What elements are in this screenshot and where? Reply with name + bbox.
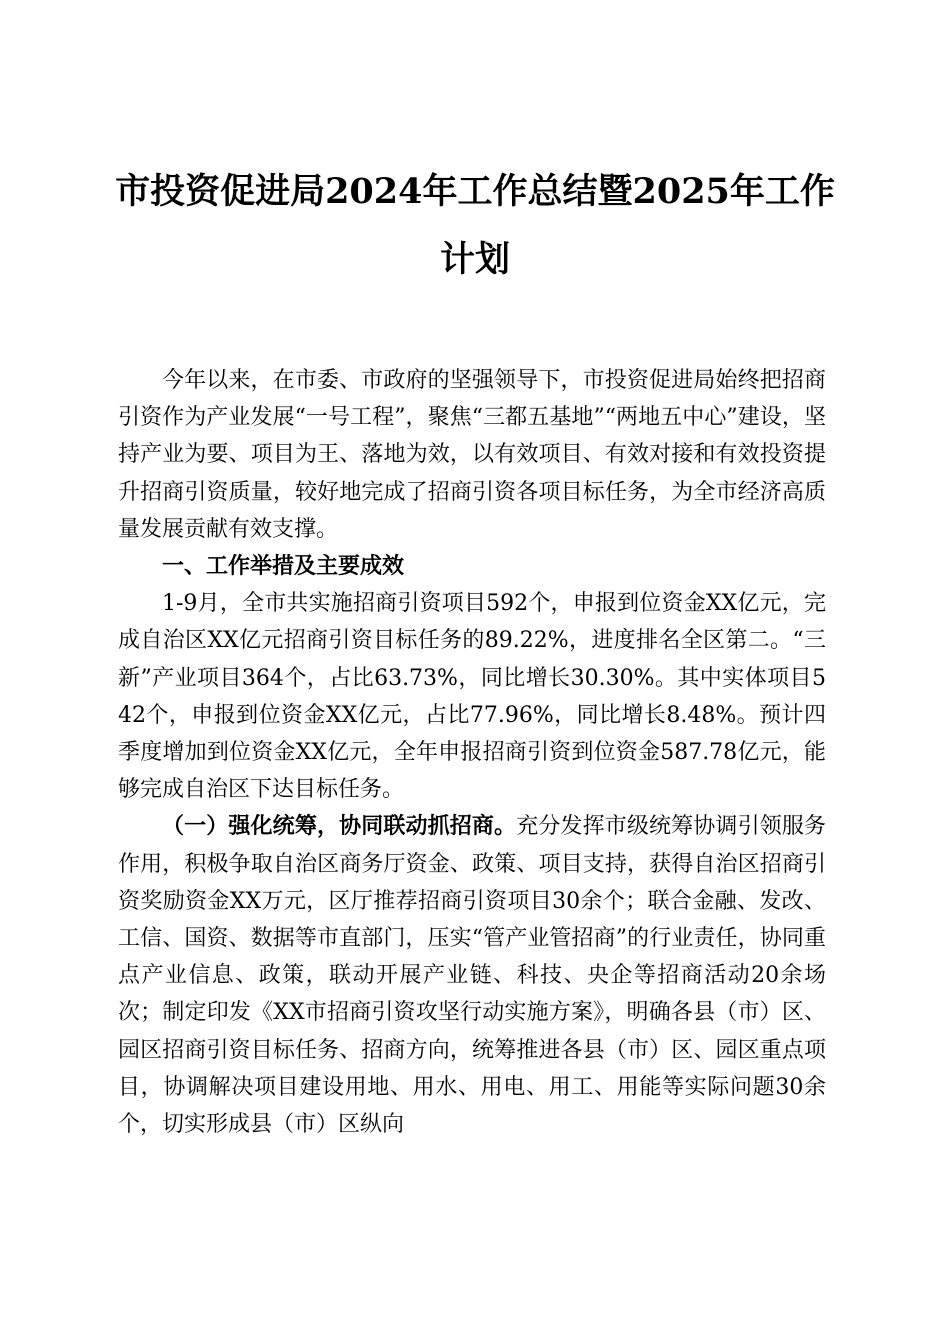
section-heading-1: 一、工作举措及主要成效: [162, 554, 405, 580]
subsection-1-lead: （一）强化统筹，协同联动抓招商。: [162, 813, 517, 840]
document-body: [118, 362, 826, 1143]
section-1-paragraph: 1-9月，全市共实施招商引资项目592个，申报到位资金XX亿元，完成自治区XX亿元招商引资目标任务的89.22%，进度排名全区第二。“三新”产业项目364个，占比63.73%，同比增长30.30%。其中实体项目542个，申报到位资金XX亿元，占比77.96%，同比增长8.48%。预计四季度增加到位资金XX亿元，全年申报招商引资到位资金587.78亿元，能够完成自治区下达目标任务。: [118, 591, 826, 803]
subsection-1-body: 充分发挥市级统筹协调引领服务作用，积极争取自治区商务厅资金、政策、项目支持，获得自治区招商引资奖励资金XX万元，区厅推荐招商引资项目30余个；联合金融、发改、工信、国资、数据等市直部门，压实“管产业管招商”的行业责任，协同重点产业信息、政策，联动开展产业链、科技、央企等招商活动20余场次；制定印发《XX市招商引资攻坚行动实施方案》，明确各县（市）区、园区招商引资目标任务、招商方向，统筹推进各县（市）区、园区重点项目，协调解决项目建设用地、用水、用电、用工、用能等实际问题30余个，切实形成县（市）区纵向: [118, 814, 826, 1138]
document-title-line-2: 计划: [439, 239, 510, 280]
subsection-1-paragraph: [118, 808, 826, 1143]
document-title-line-1: 市投资促进局2024年工作总结暨2025年工作: [115, 171, 835, 212]
intro-paragraph: 今年以来，在市委、市政府的坚强领导下，市投资促进局始终把招商引资作为产业发展“一号工程”，聚焦“三都五基地”“两地五中心”建设，坚持产业为要、项目为王、落地为效，以有效项目、有效对接和有效投资提升招商引资质量，较好地完成了招商引资各项目标任务，为全市经济高质量发展贡献有效支撑。: [118, 368, 826, 542]
